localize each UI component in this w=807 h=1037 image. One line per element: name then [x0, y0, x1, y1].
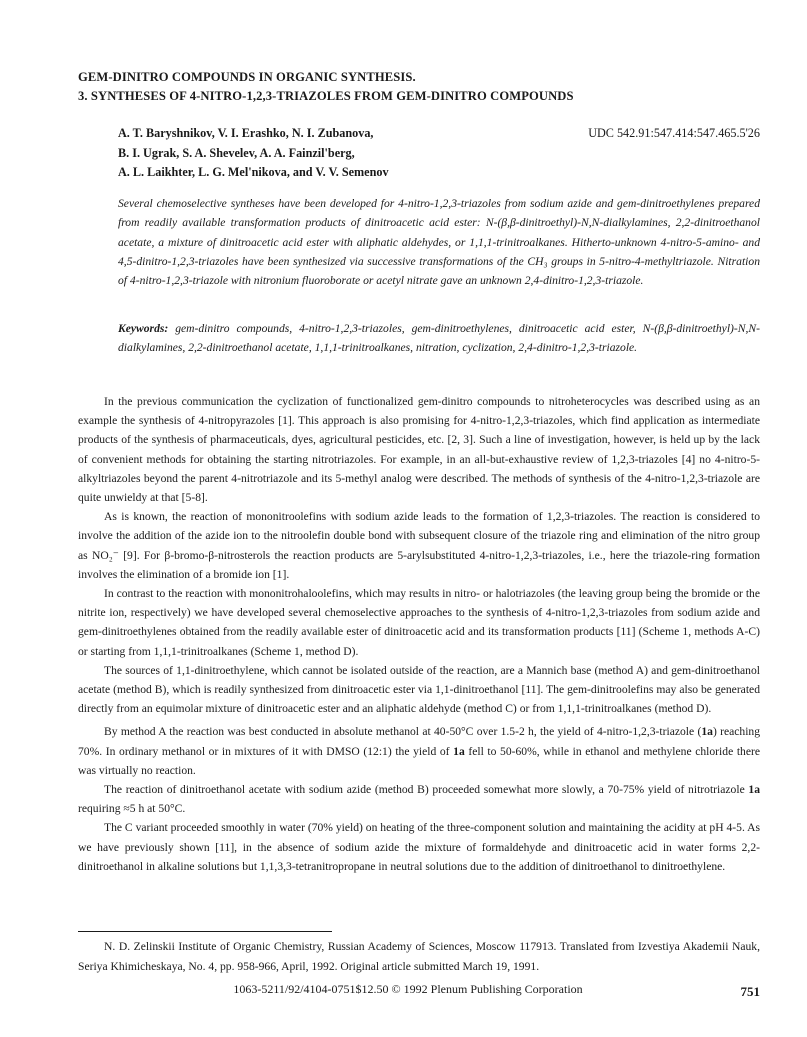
author-line-3: A. L. Laikhter, L. G. Mel'nikova, and V. V. Semenov [118, 165, 389, 179]
footnote-text: N. D. Zelinskii Institute of Organic Chemistry, Russian Academy of Sciences, Moscow 117913. Translated from Izvestiya Akademii Nauk, Seriya Khimicheskaya, No. 4, pp. 958-966, April, 1992. Original article submitted March 19, 1991. [78, 940, 760, 973]
body-paragraph-6 [78, 780, 760, 818]
abstract: Several chemoselective syntheses have been developed for 4-nitro-1,2,3-triazoles from sodium azide and gem-dinitroethylenes prepared from readily available transformation products of dinitroacetic acid ester: N-(β,β-dinitroethyl)-N,N-dialkylamines, 2,2-dinitroethanol acetate, a mixture of dinitroacetic acid ester with aliphatic aldehydes, or 1,1,1-trinitroalkanes. Hitherto-unknown 4-nitro-5-amino- and 4,5-dinitro-1,2,3-triazoles have been synthesized via successive transformations of the CH₃ groups in 5-nitro-4-methyltriazole. Nitration of 4-nitro-1,2,3-triazole with nitronium fluoroborate or acetyl nitrate gave an unknown 2,4-dinitro-1,2,3-triazole. [118, 197, 760, 288]
compound-ref-1a: 1a [748, 783, 760, 797]
p5-text-e: fell to 50-60%, while in ethanol and methylene chloride there was virtually no reaction. [78, 744, 760, 777]
footnote-divider [78, 931, 332, 932]
udc-code: UDC 542.91:547.414:547.465.5'26 [588, 126, 760, 140]
author-line-2: B. I. Ugrak, S. A. Shevelev, A. A. Fainzil'berg, [118, 145, 355, 160]
page-number: 751 [740, 984, 760, 999]
compound-ref-1a: 1a [701, 725, 713, 739]
p5-text-c: ) reaching 70%. In ordinary methanol or in mixtures of it with DMSO (12:1) the yield of [78, 725, 761, 758]
footnote [78, 937, 760, 976]
body-paragraph-5 [78, 722, 760, 780]
compound-ref-1a: 1a [453, 744, 465, 758]
body-paragraph-3: In contrast to the reaction with mononitrohaloolefins, which may results in nitro- or halotriazoles (the leaving group being the bromide or the nitrite ion, respectively) we have developed several chemoselective approaches to the synthesis of 4-nitro-1,2,3-triazoles from sodium azide and gem-dinitroethylenes obtained from the readily available ester of dinitroacetic acid and its transformation products [11] (Scheme 1, methods A-C) or starting from 1,1,1-trinitroalkanes (Scheme 1, method D). [78, 587, 760, 658]
title-line-1: GEM-DINITRO COMPOUNDS IN ORGANIC SYNTHESIS. [78, 70, 416, 84]
author-line-1: A. T. Baryshnikov, V. I. Erashko, N. I. Zubanova, [118, 126, 374, 140]
title-line-2: 3. SYNTHESES OF 4-NITRO-1,2,3-TRIAZOLES FROM GEM-DINITRO COMPOUNDS [78, 89, 574, 103]
keywords-text: gem-dinitro compounds, 4-nitro-1,2,3-triazoles, gem-dinitroethylenes, dinitroacetic acid ester, N-(β,β-dinitroethyl)-N,N-dialkylamines, 2,2-dinitroethanol acetate, 1,1,1-trinitroalkanes, nitration, cyclization, 2,4-dinitro-1,2,3-triazole. [118, 322, 760, 355]
body-paragraph-2: As is known, the reaction of mononitroolefins with sodium azide leads to the formation of 1,2,3-triazoles. The reaction is considered to involve the addition of the azide ion to the nitroolefin double bond with subsequent closure of the triazole ring and elimination of the nitro group as NO₂⁻ [9]. For β-bromo-β-nitrosterols the reaction products are 5-arylsubstituted 4-nitro-1,2,3-triazoles, i.e., here the triazole-ring formation involves the elimination of a bromide ion [1]. [78, 510, 760, 581]
p5-text-a: By method A the reaction was best conducted in absolute methanol at 40-50°C over 1.5-2 h, the yield of 4-nitro-1,2,3-triazole ( [104, 725, 702, 739]
p6-text-c: requiring ≈5 h at 50°C. [78, 802, 186, 816]
body-paragraph-7: The C variant proceeded smoothly in water (70% yield) on heating of the three-component solution and maintaining the acidity at pH 4-5. As we have previously shown [11], in the absence of sodium azide the mixture of formaldehyde and dinitroacetic acid in water forms 2,2-dinitroethanol in alkaline solutions but 1,1,3,3-tetranitropropane in neutral solutions due to the addition of dinitroethanol to dinitroethylene. [78, 821, 760, 873]
body-paragraph-4: The sources of 1,1-dinitroethylene, which cannot be isolated outside of the reaction, are a Mannich base (method A) and gem-dinitroethanol acetate (method B), which is readily synthesized from dinitroacetic ester via 1,1-dinitroethanol [11]. The gem-dinitroolefins may also be generated directly from an equimolar mixture of dinitroacetic ester and an aliphatic aldehyde (method C) or from 1,1,1-trinitroalkanes (method D). [78, 663, 760, 716]
p6-text-a: The reaction of dinitroethanol acetate with sodium azide (method B) proceeded somewhat more slowly, a 70-75% yield of nitrotriazole [104, 783, 749, 797]
issn-copyright-line: 1063-5211/92/4104-0751$12.50 © 1992 Plenum Publishing Corporation [233, 982, 583, 996]
author-list [118, 124, 538, 183]
keywords [118, 319, 760, 358]
article-title [78, 68, 758, 106]
body-paragraph-1: In the previous communication the cyclization of functionalized gem-dinitro compounds to nitroheterocycles was described using as an example the synthesis of 4-nitropyrazoles [1]. This approach is also promising for 4-nitro-1,2,3-triazoles, which find application as intermediate products of the synthesis of pharmaceuticals, dyes, agricultural pesticides, etc. [2, 3]. Such a line of investigation, however, is held up by the lack of convenient methods for obtaining the starting nitrotriazoles. For example, in an all-but-exhaustive review of 1,2,3-triazoles [4] no 4-nitro-5-alkyltriazoles beyond the parent 4-nitrotriazole and its 5-methyl analog were described. The methods of synthesis of the 4-nitro-1,2,3-triazole are quite unwieldy at that [5-8]. [78, 395, 760, 505]
keywords-label: Keywords: [118, 322, 169, 335]
article-body [78, 392, 760, 876]
